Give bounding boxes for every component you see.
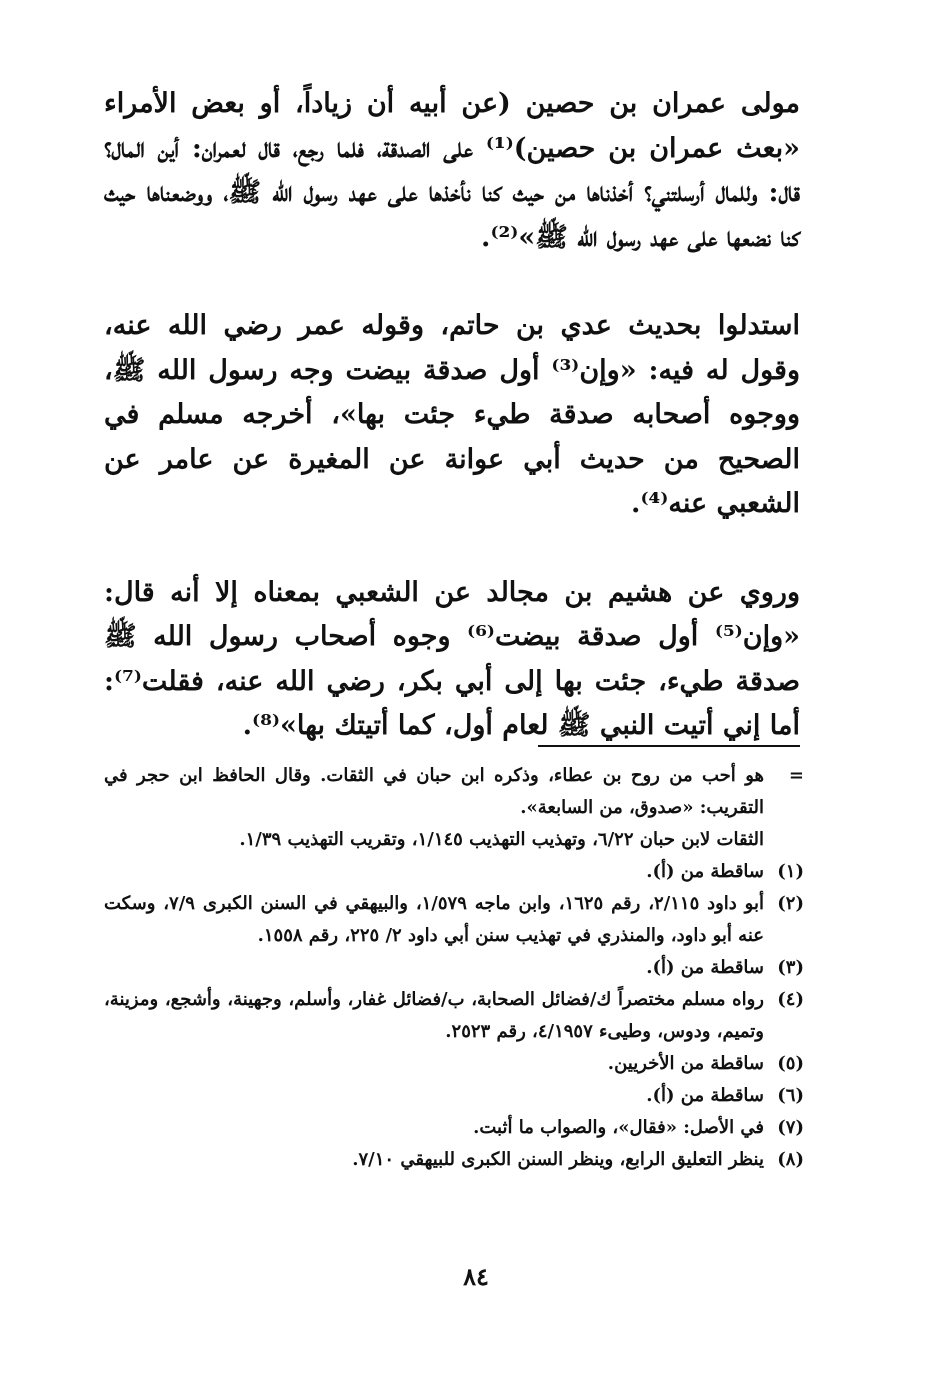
footnote-mark: (٧) xyxy=(777,1117,804,1138)
footnote-3 xyxy=(104,952,804,984)
footnote-2 xyxy=(104,888,804,952)
footnote-5 xyxy=(104,1048,804,1080)
footnote-text: ينظر التعليق الرابع، وينظر السنن الكبرى للبيهقي ٧/١٠. xyxy=(352,1149,764,1170)
footnotes xyxy=(104,760,804,1176)
footnote-text: ساقطة من (أ). xyxy=(646,1085,764,1106)
footnote-mark: (٤) xyxy=(777,989,804,1010)
footnote-mark: (٣) xyxy=(777,957,804,978)
main-text xyxy=(104,82,800,749)
paragraph-2: استدلوا بحديث عدي بن حاتم، وقوله عمر رضي الله عنه، وقول له فيه: «وإن⁽³⁾ أول صدقة بيضت وجه رسول الله ﷺ، ووجوه أصحابه صدقة طيء جئت بها»، أخرجه مسلم في الصحيح من حديث أبي عوانة عن المغيرة عن عامر عن الشعبي عنه⁽⁴⁾. xyxy=(104,310,800,519)
footnote-6 xyxy=(104,1080,804,1112)
footnote-mark: (٨) xyxy=(777,1149,804,1170)
footnote-mark: (١) xyxy=(777,861,804,882)
footnote-8 xyxy=(104,1144,804,1176)
footnote-text: أبو داود ٢/١١٥، رقم ١٦٢٥، وابن ماجه ١/٥٧٩، والبيهقي في السنن الكبرى ٧/٩، وسكت عنه أبو داود، والمنذري في تهذيب سنن أبي داود ٢/ ٢٢٥، رقم ١٥٥٨. xyxy=(104,893,764,946)
footnote-text: هو أحب من روح بن عطاء، وذكره ابن حبان في الثقات. وقال الحافظ ابن حجر في التقريب: «صدوق، من السابعة». xyxy=(104,765,764,818)
footnote-mark: (٦) xyxy=(777,1085,804,1106)
footnote-7 xyxy=(104,1112,804,1144)
footnote-text: رواه مسلم مختصراً ك/فضائل الصحابة، ب/فضائل غفار، وأسلم، وجهينة، وأشجع، ومزينة، وتميم، ودوس، وطيىء ٤/١٩٥٧، رقم ٢٥٢٣. xyxy=(104,989,764,1042)
footnote-mark xyxy=(764,824,804,856)
footnote-continued-refs xyxy=(104,824,804,856)
footnote-continued xyxy=(104,760,804,824)
footnote-1 xyxy=(104,856,804,888)
footnote-mark: = xyxy=(788,765,804,786)
paragraph-3: وروي عن هشيم بن مجالد عن الشعبي بمعناه إلا أنه قال: «وإن⁽⁵⁾ أول صدقة بيضت⁽⁶⁾ وجوه أصحاب رسول الله ﷺ صدقة طيء، جئت بها إلى أبي بكر، رضي الله عنه، فقلت⁽⁷⁾: أما إني أتيت النبي ﷺ لعام أول، كما أتيتك بها»⁽⁸⁾. xyxy=(104,576,800,741)
footnote-text: ساقطة من (أ). xyxy=(646,957,764,978)
footnote-4 xyxy=(104,984,804,1048)
footnote-mark: (٢) xyxy=(777,893,804,914)
footnote-divider xyxy=(538,745,800,747)
footnote-text: في الأصل: «فقال»، والصواب ما أثبت. xyxy=(473,1117,764,1138)
footnote-text: ساقطة من الأخريين. xyxy=(607,1053,764,1074)
footnote-mark: (٥) xyxy=(777,1053,804,1074)
page-number: ٨٤ xyxy=(463,1262,489,1291)
footnote-text: الثقات لابن حبان ٦/٢٢، وتهذيب التهذيب ١/١٤٥، وتقريب التهذيب ١/٣٩. xyxy=(239,829,764,850)
footnote-text: ساقطة من (أ). xyxy=(646,861,764,882)
paragraph-1: مولى عمران بن حصين (عن أبيه أن زياداً، أو بعض الأمراء «بعث عمران بن حصين)⁽¹⁾ على الصدقة، فلما رجع، قال لعمران: أين المال؟ قال: وللمال أرسلتني؟ أخذناها من حيث كنا نأخذها على عهد رسول الله ﷺ، ووضعناها حيث كنا نضعها على عهد رسول الله ﷺ»⁽²⁾. xyxy=(104,88,801,253)
